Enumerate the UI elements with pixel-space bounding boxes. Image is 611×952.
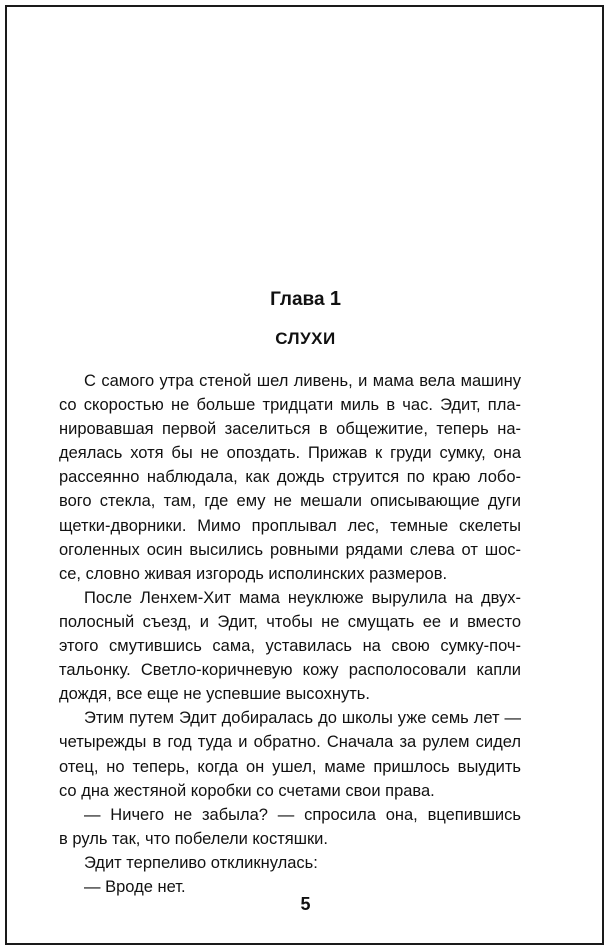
text-line: деялась хотя бы не опоздать. Прижав к груди сумку, она <box>59 444 521 463</box>
text-line: отец, но теперь, когда он ушел, маме пришлось выудить <box>59 757 521 776</box>
text-line: нировавшая первой заселиться в общежитие, теперь на- <box>59 420 521 439</box>
text-line: — Ничего не забыла? — спросила она, вцепившись <box>84 805 521 824</box>
chapter-number: 1 <box>329 288 341 310</box>
text-line: щетки-дворники. Мимо проплывал лес, темные скелеты <box>59 516 521 535</box>
text-line: четырежды в год туда и обратно. Сначала за рулем сидел <box>59 733 521 752</box>
text-line: полосный съезд, и Эдит, чтобы не смущать ее и вместо <box>59 612 521 631</box>
page-number: 5 <box>300 894 311 914</box>
text-line: оголенных осин высились ровными рядами слева от шос- <box>59 540 521 559</box>
text-line: Этим путем Эдит добиралась до школы уже семь лет — <box>84 709 521 728</box>
text-line: С самого утра стеной шел ливень, и мама вела машину <box>84 372 521 390</box>
text-line: этого смутившись сама, уставилась на свою сумку-поч- <box>59 637 521 656</box>
chapter-heading <box>0 288 611 311</box>
text-line: се, словно живая изгородь исполинских размеров. <box>59 564 448 583</box>
chapter-title: СЛУХИ <box>275 329 336 348</box>
text-line: со скоростью не больше тридцати миль в час. Эдит, пла- <box>59 396 521 415</box>
text-line: рассеянно наблюдала, как дождь струится по краю лобо- <box>59 468 521 487</box>
text-line: в руль так, что побелели костяшки. <box>59 829 328 848</box>
text-line: — Вроде нет. <box>84 877 186 896</box>
text-line: со дна жестяной коробки со счетами свои права. <box>59 781 435 800</box>
body-text <box>59 369 521 899</box>
text-line: После Ленхем-Хит мама неуклюже вырулила на двух- <box>84 588 521 607</box>
chapter-label: Глава <box>270 289 325 310</box>
text-line: Эдит терпеливо откликнулась: <box>84 853 318 872</box>
text-line: вого стекла, там, где ему не мешали описывающие дуги <box>59 492 521 511</box>
text-line: дождя, все еще не успевшие высохнуть. <box>59 685 370 704</box>
text-line: тальонку. Светло-коричневую кожу располосовали капли <box>59 661 521 680</box>
